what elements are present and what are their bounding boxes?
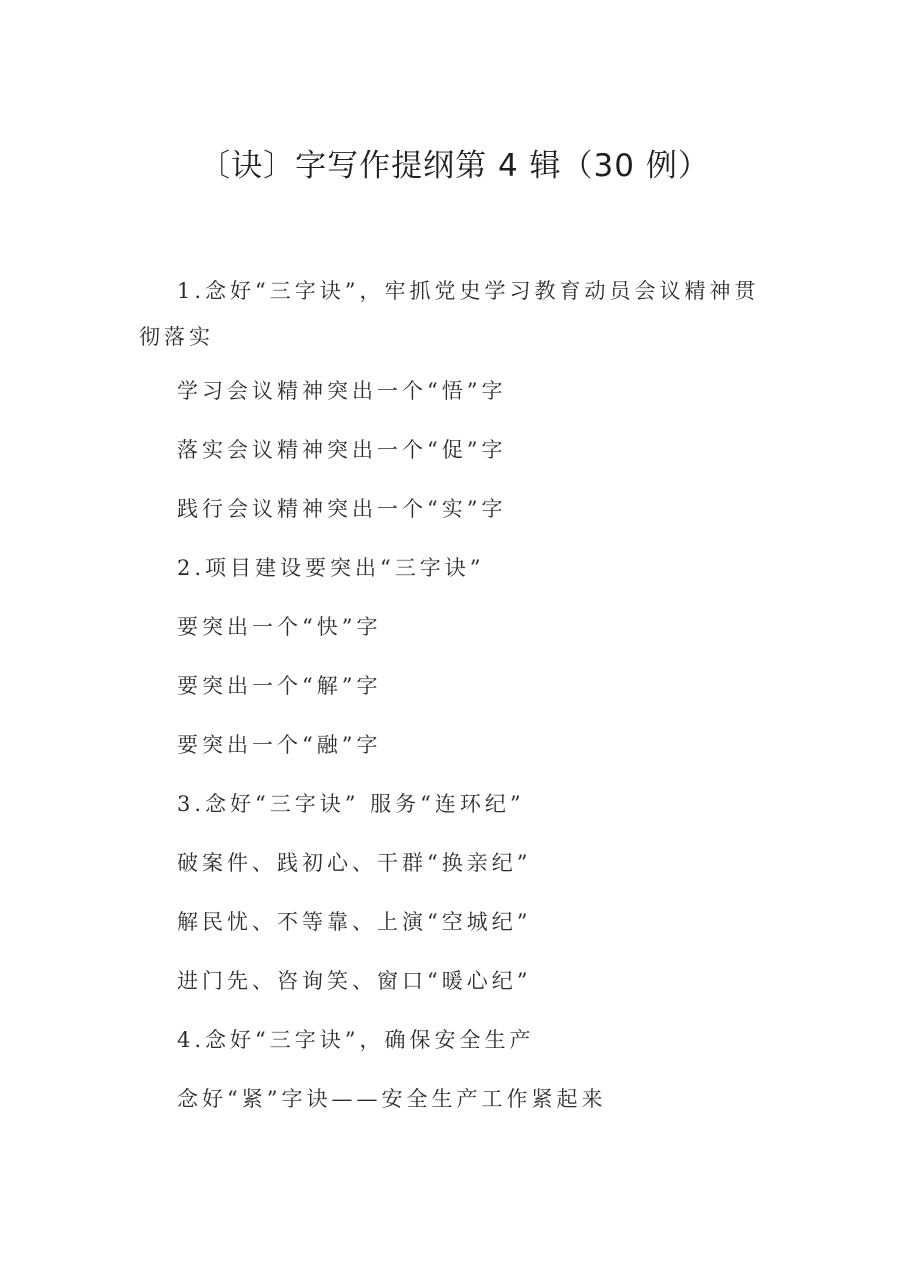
paragraph-item: 要突出一个“融”字 (177, 733, 382, 757)
paragraph-item: 破案件、践初心、干群“换亲纪” (177, 851, 532, 875)
paragraph-item: 要突出一个“快”字 (177, 615, 382, 639)
paragraph-item-1-heading: 1.念好“三字诀”，牢抓党史学习教育动员会议精神贯彻落实 (139, 279, 760, 349)
paragraph-item-4-heading: 4.念好“三字诀”，确保安全生产 (177, 1028, 535, 1052)
paragraph-item-3-heading: 3.念好“三字诀” 服务“连环纪” (177, 792, 525, 816)
document-title: 〔诀〕字写作提纲第 4 辑（30 例） (199, 148, 710, 184)
paragraph-item-2-heading: 2.项目建设要突出“三字诀” (177, 556, 485, 580)
paragraph-item: 解民忧、不等靠、上演“空城纪” (177, 910, 532, 934)
paragraph-item: 落实会议精神突出一个“促”字 (177, 438, 507, 462)
paragraph-item: 要突出一个“解”字 (177, 674, 382, 698)
paragraph-item: 进门先、咨询笑、窗口“暖心纪” (177, 969, 532, 993)
document-body (139, 268, 779, 1135)
paragraph-item: 践行会议精神突出一个“实”字 (177, 497, 507, 521)
paragraph-item: 念好“紧”字诀——安全生产工作紧起来 (177, 1087, 607, 1111)
paragraph-item: 学习会议精神突出一个“悟”字 (177, 379, 507, 403)
